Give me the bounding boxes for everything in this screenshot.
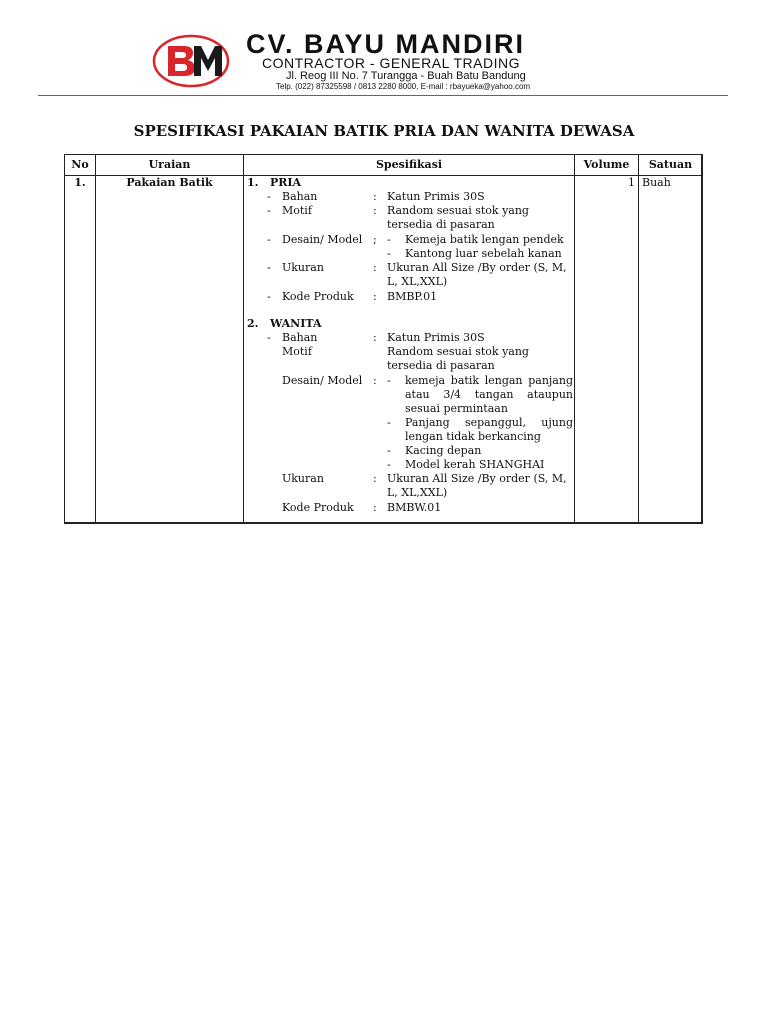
header-satuan: Satuan: [648, 158, 693, 171]
column-divider: [574, 155, 575, 522]
spec-table: [64, 154, 703, 524]
company-contact: Telp. (022) 87325598 / 0813 2280 8000, E-mail : rbayueka@yahoo.com: [276, 82, 531, 91]
bullet-dash: -: [387, 233, 391, 246]
spec-bullet: Panjang sepanggul, ujung lengan tidak berkancing: [405, 416, 573, 443]
dash: -: [267, 204, 271, 217]
spec-value: Katun Primis 30S: [387, 190, 485, 203]
spec-value: Ukuran All Size /By order (S, M, L, XL,XXL): [387, 472, 567, 499]
spec-value: Katun Primis 30S: [387, 331, 485, 344]
dash: -: [267, 331, 271, 344]
spec-label: Desain/ Model: [282, 374, 363, 387]
header-spesifikasi: Spesifikasi: [375, 158, 443, 171]
spec-label: Motif: [282, 204, 312, 217]
spec-separator: :: [373, 501, 377, 514]
spec-bullet: Kantong luar sebelah kanan: [405, 247, 562, 260]
spec-label: Ukuran: [282, 261, 324, 274]
spec-label: Kode Produk: [282, 290, 354, 303]
spec-bullet: Model kerah SHANGHAI: [405, 458, 545, 471]
spec-bullet: Kemeja batik lengan pendek: [405, 233, 564, 246]
company-address: Jl. Reog III No. 7 Turangga - Buah Batu Bandung: [286, 70, 526, 82]
row-no: 1.: [74, 176, 86, 189]
spec-label: Ukuran: [282, 472, 324, 485]
dash: -: [267, 190, 271, 203]
spec-bullet: Kacing depan: [405, 444, 482, 457]
bullet-dash: -: [387, 374, 391, 387]
header-no: No: [71, 158, 89, 171]
dash: -: [267, 261, 271, 274]
company-name: CV. BAYU MANDIRI: [246, 29, 526, 59]
letterhead: [0, 0, 768, 100]
spec-label: Motif: [282, 345, 312, 358]
header-volume: Volume: [583, 158, 630, 171]
spec-separator: :: [373, 261, 377, 274]
bullet-dash: -: [387, 444, 391, 457]
bullet-dash: -: [387, 458, 391, 471]
spec-value: Ukuran All Size /By order (S, M, L, XL,XXL): [387, 261, 567, 288]
company-subtitle: CONTRACTOR - GENERAL TRADING: [262, 55, 520, 71]
header-uraian: Uraian: [148, 158, 191, 171]
spec-value: Random sesuai stok yang tersedia di pasaran: [387, 204, 529, 231]
spec-value: BMBP.01: [387, 290, 438, 303]
spec-value: BMBW.01: [387, 501, 442, 514]
dash: -: [267, 233, 271, 246]
spec-separator: :: [373, 290, 377, 303]
spec-separator: :: [373, 331, 377, 344]
pria-heading: 1. PRIA: [247, 176, 302, 189]
document-title: SPESIFIKASI PAKAIAN BATIK PRIA DAN WANITA DEWASA: [133, 122, 635, 140]
column-divider: [95, 155, 96, 522]
spec-bullet: kemeja batik lengan panjang atau 3/4 tangan ataupun sesuai permintaan: [405, 374, 573, 415]
bullet-dash: -: [387, 416, 391, 429]
bullet-dash: -: [387, 247, 391, 260]
spec-label: Bahan: [282, 331, 318, 344]
spec-label: Kode Produk: [282, 501, 354, 514]
row-volume: 1: [628, 176, 635, 189]
spec-value: Random sesuai stok yang tersedia di pasaran: [387, 345, 529, 372]
wanita-heading: 2. WANITA: [247, 317, 322, 330]
header-divider: [38, 95, 728, 96]
spec-separator: :: [373, 472, 377, 485]
row-satuan: Buah: [642, 176, 671, 189]
column-divider: [243, 155, 244, 522]
spec-separator: :: [373, 204, 377, 217]
spec-separator: :: [373, 190, 377, 203]
dash: -: [267, 290, 271, 303]
column-divider: [638, 155, 639, 522]
row-uraian: Pakaian Batik: [126, 176, 213, 189]
company-logo: [152, 34, 230, 88]
spec-label: Desain/ Model: [282, 233, 363, 246]
spec-separator: ;: [373, 233, 377, 246]
spec-label: Bahan: [282, 190, 318, 203]
spec-separator: :: [373, 374, 377, 387]
